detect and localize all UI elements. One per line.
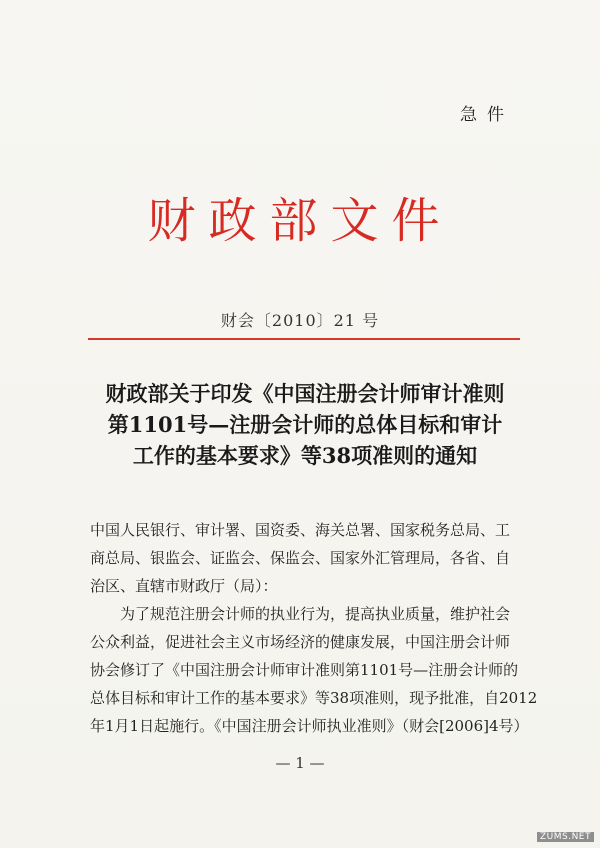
urgency-label: 急件: [460, 105, 514, 125]
title-line: 第1101号—注册会计师的总体目标和审计: [107, 412, 503, 437]
title-line: 工作的基本要求》等38项准则的通知: [132, 443, 478, 468]
body-line: 为了规范注册会计师的执业行为，提高执业质量，维护社会: [90, 605, 511, 623]
body-line: 协会修订了《中国注册会计师审计准则第1101号—注册会计师的: [90, 661, 519, 679]
masthead-title: 财政部文件: [147, 193, 453, 249]
recipients-line: 治区、直辖市财政厅（局）：: [90, 577, 278, 595]
document-number: 财会〔2010〕21 号: [220, 311, 380, 330]
recipients-line: 中国人民银行、审计署、国资委、海关总署、国家税务总局、工: [90, 521, 511, 539]
body-line: 公众利益，促进社会主义市场经济的健康发展，中国注册会计师: [90, 633, 511, 651]
body-line: 年1月1日起施行。《中国注册会计师执业准则》（财会[2006]4号）: [90, 717, 529, 735]
notice-title: [70, 378, 540, 471]
page-number: — 1 —: [275, 754, 325, 772]
red-divider-rule: [88, 338, 520, 340]
recipients-line: 商总局、银监会、证监会、保监会、国家外汇管理局，各省、自: [90, 549, 511, 567]
site-watermark: ZUMS.NET: [537, 832, 594, 842]
body-paragraph: [90, 600, 538, 740]
body-line: 总体目标和审计工作的基本要求》等38项准则，现予批准，自2012: [90, 689, 538, 707]
recipients-block: [90, 516, 530, 600]
title-line: 财政部关于印发《中国注册会计师审计准则: [105, 381, 505, 406]
